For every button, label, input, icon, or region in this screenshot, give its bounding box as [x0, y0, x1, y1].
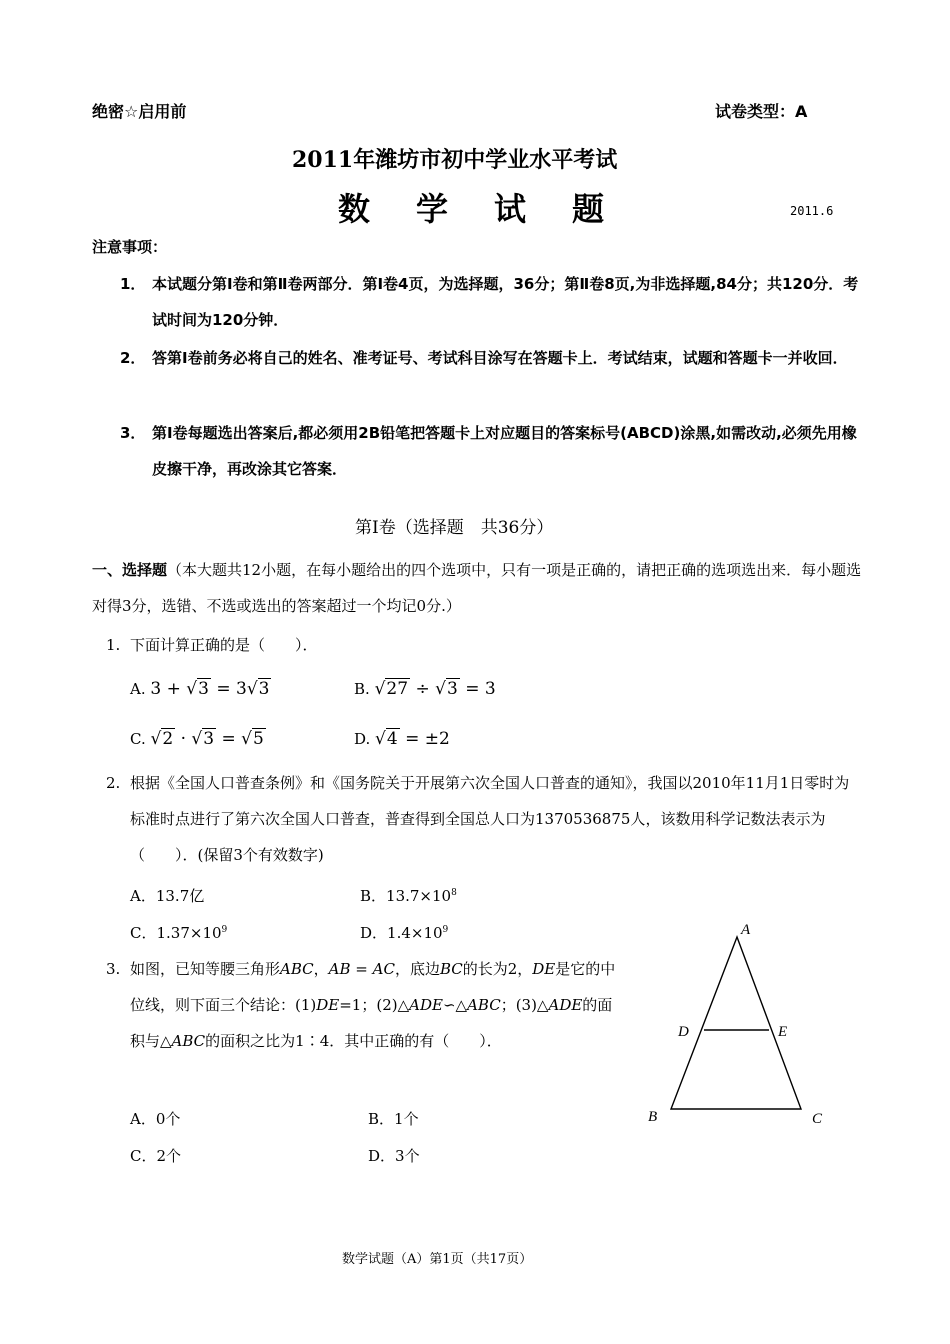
page-footer: 数学试题（A）第1页（共17页）: [342, 1252, 533, 1267]
part-desc: （本大题共12小题，在每小题给出的四个选项中，只有一项是正确的，请把正确的选项选出来．每小题选对得3分，选错、不选或选出的答案超过一个均记0分.）: [92, 561, 862, 615]
notice-num-2: 2．: [120, 349, 146, 367]
notice-item-1: 本试题分第Ⅰ卷和第Ⅱ卷两部分．第Ⅰ卷4页，为选择题，36分；第Ⅱ卷8页,为非选择题,84分；共120分．考试时间为120分钟．: [152, 275, 859, 329]
q1-option-c: C. √2 · √3 = √5: [130, 729, 264, 749]
q1-stem: 下面计算正确的是（ ）．: [130, 636, 318, 654]
triangle-abc: [671, 937, 801, 1109]
notice-num-3: 3．: [120, 424, 146, 442]
subject-title: 数学试题: [338, 190, 651, 228]
q3-option-a: A．0个: [130, 1110, 181, 1128]
q1-option-b: B. √27 ÷ √3 = 3: [354, 679, 496, 699]
q3-option-b: B．1个: [368, 1110, 419, 1128]
q2-option-d: D．$1.4\times 10^9$: [360, 924, 449, 942]
q3-option-c: C．2个: [130, 1147, 182, 1165]
section-title: 第Ⅰ卷（选择题 共36分）: [355, 518, 554, 538]
exam-date: 2011.6: [790, 204, 834, 218]
notice-num-1: 1．: [120, 275, 146, 293]
notice-item-3: 第Ⅰ卷每题选出答案后,都必须用2B铅笔把答题卡上对应题目的答案标号(ABCD)涂黑,如需改动,必须先用橡皮擦干净，再改涂其它答案．: [152, 424, 857, 478]
triangle-figure: [640, 915, 840, 1130]
paper-type-label: 试卷类型：A: [715, 102, 808, 121]
label-c: C: [812, 1111, 823, 1127]
exam-title: 2011年潍坊市初中学业水平考试: [292, 147, 618, 173]
part-instructions: [92, 552, 862, 624]
label-e: E: [778, 1024, 788, 1040]
label-d: D: [678, 1024, 689, 1040]
secrecy-label: 绝密☆启用前: [92, 102, 187, 121]
q1-option-a: A. 3 + √3 = 3√3: [130, 679, 270, 699]
q1-option-d: D. √4 = ±2: [354, 729, 450, 749]
notice-heading: 注意事项：: [92, 238, 168, 256]
q2-stem: 根据《全国人口普查条例》和《国务院关于开展第六次全国人口普查的通知》，我国以2010年11月1日零时为标准时点进行了第六次全国人口普查，普查得到全国总人口为1370536875人，该数用科学记数法表示为（ ）．(保留3个有效数字): [130, 774, 850, 864]
q3-number: 3.: [106, 960, 121, 978]
label-b: B: [648, 1109, 658, 1125]
q2-option-a: A．13.7亿: [130, 887, 205, 905]
label-a: A: [741, 922, 751, 938]
notice-item-2: 答第Ⅰ卷前务必将自己的姓名、准考证号、考试科目涂写在答题卡上．考试结束，试题和答题卡一并收回．: [152, 349, 848, 367]
q2-number: 2.: [106, 774, 121, 792]
q3-option-d: D．3个: [368, 1147, 420, 1165]
q3-stem: 如图，已知等腰三角形ABC，AB = AC，底边BC的长为2，DE是它的中位线，则下面三个结论：(1)DE=1；(2)△ADE∽△ABC；(3)△ADE的面积与△ABC的面积之比为1∶4．其中正确的有（ ）．: [130, 960, 616, 1050]
q2-option-b: B．$13.7\times 10^8$: [360, 887, 457, 905]
q1-number: 1.: [106, 636, 121, 654]
part-label: 一、选择题: [92, 561, 168, 579]
q2-option-c: C．$1.37\times 10^9$: [130, 924, 228, 942]
